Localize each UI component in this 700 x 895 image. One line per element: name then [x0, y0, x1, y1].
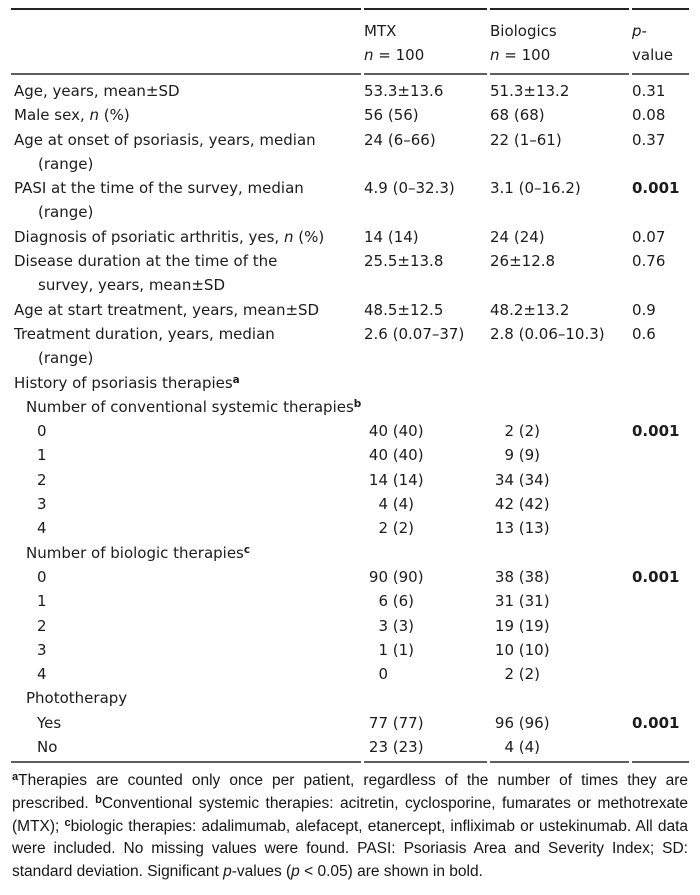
text-run: 1 — [37, 446, 47, 465]
row-label-line — [11, 711, 361, 735]
italic-text: p — [291, 862, 300, 880]
count-percentage: (6) — [388, 592, 415, 611]
biologics-value — [490, 516, 629, 540]
biologics-value: 2.8 (0.06–10.3) — [490, 324, 605, 343]
mtx-value — [364, 638, 487, 662]
text-run: PASI at the time of the survey, median — [14, 179, 304, 198]
text-run: Treatment duration, years, median — [14, 324, 275, 343]
count-number: 31 — [494, 592, 514, 611]
count-number: 40 — [368, 422, 388, 441]
p-value — [632, 492, 689, 516]
table-row — [11, 686, 689, 710]
mtx-value — [364, 565, 487, 589]
table-row — [11, 565, 689, 589]
row-label — [11, 735, 361, 763]
text-run: = 100 — [373, 46, 425, 64]
text-run: survey, years, mean±SD — [38, 276, 226, 295]
biologics-value: 3.1 (0–16.2) — [490, 179, 581, 198]
row-label — [11, 711, 361, 735]
biologics-value — [490, 492, 629, 516]
text-run: (%) — [99, 106, 130, 125]
count-number: 14 — [368, 470, 388, 489]
mtx-value — [364, 443, 487, 467]
table-row — [11, 443, 689, 467]
row-label — [11, 614, 361, 638]
table-row — [11, 614, 689, 638]
table-row — [11, 128, 689, 177]
mtx-value: 4.9 (0–32.3) — [364, 179, 455, 198]
table-row — [11, 662, 689, 686]
italic-text: n — [364, 46, 374, 64]
count-percentage: (40) — [388, 422, 424, 441]
count-number: 2 — [504, 422, 514, 441]
count-percentage: (3) — [388, 616, 415, 635]
table-row — [11, 541, 689, 565]
row-label — [11, 371, 361, 395]
row-label-line — [11, 225, 361, 249]
row-label-line — [11, 371, 361, 395]
row-label-line — [11, 322, 361, 346]
table-footnote-marker: c — [243, 543, 251, 556]
p-value: 0.001 — [632, 713, 680, 732]
header-empty-cell — [11, 8, 361, 75]
count-percentage: (2) — [514, 665, 541, 684]
biologics-value — [490, 711, 629, 735]
table-footnote — [12, 770, 688, 883]
mtx-value: 24 (6–66) — [364, 130, 436, 149]
row-label — [11, 249, 361, 298]
text-run: 2 — [37, 616, 47, 635]
biologics-value — [490, 468, 629, 492]
count-number: 40 — [368, 446, 388, 465]
count-percentage: (19) — [514, 616, 550, 635]
row-label-line — [11, 565, 361, 589]
mtx-value — [364, 541, 487, 565]
italic-text: p — [223, 862, 232, 880]
count-number: 3 — [378, 616, 388, 635]
count-number: 2 — [504, 665, 514, 684]
text-run: MTX — [364, 22, 397, 40]
row-label — [11, 176, 361, 225]
row-label-line — [11, 614, 361, 638]
count-percentage: (9) — [514, 446, 541, 465]
biologics-value — [490, 735, 629, 763]
text-run: Age at start treatment, years, mean±SD — [14, 300, 320, 319]
row-label-line — [11, 346, 361, 370]
row-label — [11, 662, 361, 686]
text-run: 3 — [37, 495, 47, 514]
header-line-1 — [490, 19, 629, 43]
row-label — [11, 541, 361, 565]
p-value — [632, 516, 689, 540]
count-number: 4 — [504, 738, 514, 757]
biologics-value — [490, 419, 629, 443]
mtx-value — [364, 395, 487, 419]
row-label — [11, 225, 361, 249]
row-label — [11, 298, 361, 322]
count-percentage: (1) — [388, 640, 415, 659]
row-label-line — [11, 443, 361, 467]
count-number: 0 — [378, 665, 388, 684]
row-label-line — [11, 249, 361, 273]
table-row — [11, 371, 689, 395]
count-number: 10 — [494, 640, 514, 659]
text-run: Biologics — [490, 22, 557, 40]
biologics-value — [490, 686, 629, 710]
italic-text: p — [632, 22, 642, 40]
footnote-marker: c — [64, 816, 71, 829]
count-percentage: (4) — [388, 495, 415, 514]
count-percentage: (40) — [388, 446, 424, 465]
row-label — [11, 516, 361, 540]
count-percentage: (14) — [388, 470, 424, 489]
header-row — [11, 8, 689, 75]
text-run: Age at onset of psoriasis, years, median — [14, 130, 316, 149]
table-row — [11, 225, 689, 249]
mtx-value — [364, 735, 487, 763]
table-footnote-marker: b — [353, 398, 362, 411]
count-percentage: (13) — [514, 519, 550, 538]
row-label-line — [11, 735, 361, 759]
text-run: No — [37, 738, 58, 757]
text-run: (range) — [38, 203, 94, 222]
row-label-line — [11, 395, 361, 419]
row-label-line — [11, 103, 361, 127]
p-value: 0.07 — [632, 227, 666, 246]
mtx-value: 56 (56) — [364, 106, 419, 125]
biologics-value — [490, 565, 629, 589]
row-label-line — [11, 686, 361, 710]
biologics-value — [490, 662, 629, 686]
mtx-value: 53.3±13.6 — [364, 82, 444, 100]
table-row — [11, 298, 689, 322]
mtx-value — [364, 492, 487, 516]
row-label-line — [11, 662, 361, 686]
count-number: 96 — [494, 713, 514, 732]
row-label — [11, 395, 361, 419]
text-run: 4 — [37, 665, 47, 684]
table-row — [11, 516, 689, 540]
count-percentage: (23) — [388, 738, 424, 757]
biologics-value — [490, 541, 629, 565]
header-biologics — [490, 8, 629, 75]
row-label-line — [11, 419, 361, 443]
p-value — [632, 468, 689, 492]
p-value — [632, 541, 689, 565]
italic-text: n — [283, 227, 294, 246]
table-row — [11, 176, 689, 225]
biologics-value — [490, 443, 629, 467]
biologics-value — [490, 614, 629, 638]
header-pvalue — [632, 8, 689, 75]
row-label-line — [11, 79, 361, 103]
p-value: 0.31 — [632, 82, 666, 100]
biologics-value: 22 (1–61) — [490, 130, 562, 149]
text-run: Number of conventional systemic therapies — [26, 397, 354, 416]
text-run: value — [632, 46, 673, 64]
count-number: 13 — [494, 519, 514, 538]
table-row — [11, 419, 689, 443]
row-label-line — [11, 200, 361, 224]
row-label — [11, 443, 361, 467]
text-run: Diagnosis of psoriatic arthritis, yes, — [14, 227, 284, 246]
count-percentage: (34) — [514, 470, 550, 489]
p-value — [632, 395, 689, 419]
p-value — [632, 443, 689, 467]
text-run: 2 — [37, 470, 47, 489]
row-label — [11, 128, 361, 177]
row-label — [11, 589, 361, 613]
text-run: 0 — [37, 422, 47, 441]
count-number: 77 — [368, 713, 388, 732]
p-value: 0.001 — [632, 422, 680, 441]
text-run: - — [641, 22, 647, 40]
mtx-value: 2.6 (0.07–37) — [364, 324, 465, 343]
text-run: -values ( — [231, 862, 292, 880]
count-percentage: (4) — [514, 738, 541, 757]
table-row — [11, 638, 689, 662]
row-label-line — [11, 273, 361, 297]
row-label — [11, 638, 361, 662]
biologics-value: 26±12.8 — [490, 252, 556, 271]
p-value: 0.76 — [632, 252, 666, 271]
mtx-value — [364, 516, 487, 540]
mtx-value — [364, 614, 487, 638]
row-label — [11, 468, 361, 492]
p-value — [632, 638, 689, 662]
text-run: Yes — [37, 713, 62, 732]
text-run: Disease duration at the time of the — [14, 252, 278, 271]
text-run: = 100 — [499, 46, 551, 64]
footnote-marker: b — [95, 793, 102, 806]
italic-text: n — [490, 46, 500, 64]
text-run: 3 — [37, 640, 47, 659]
text-run: Male sex, — [14, 106, 90, 125]
row-label — [11, 322, 361, 371]
text-run: < 0.05) are shown in bold. — [299, 862, 483, 880]
count-percentage: (90) — [388, 567, 424, 586]
table-row — [11, 75, 689, 103]
row-label-line — [11, 492, 361, 516]
p-value: 0.001 — [632, 179, 680, 198]
text-run: biologic therapies: adalimumab, alefacept, etanercept, infliximab or ustekinumab. All data were included. No missing values were found. PASI: Psoriasis Area and Severity Index; SD: standard deviation. Significant — [12, 817, 689, 880]
p-value: 0.9 — [632, 300, 656, 319]
row-label-line — [11, 541, 361, 565]
biologics-value — [490, 638, 629, 662]
p-value — [632, 589, 689, 613]
table-row — [11, 711, 689, 735]
biologics-value: 24 (24) — [490, 227, 545, 246]
table-row — [11, 735, 689, 763]
row-label-line — [11, 152, 361, 176]
count-number: 1 — [378, 640, 388, 659]
mtx-value — [364, 371, 487, 395]
row-label — [11, 565, 361, 589]
count-number: 38 — [494, 567, 514, 586]
table-row — [11, 589, 689, 613]
row-label-line — [11, 128, 361, 152]
count-number: 42 — [494, 495, 514, 514]
row-label — [11, 75, 361, 103]
row-label — [11, 103, 361, 127]
count-percentage: (77) — [388, 713, 424, 732]
mtx-value — [364, 662, 487, 686]
text-run: 1 — [37, 592, 47, 611]
biologics-value — [490, 371, 629, 395]
biologics-value: 68 (68) — [490, 106, 545, 125]
count-percentage: (31) — [514, 592, 550, 611]
text-run: 4 — [37, 519, 47, 538]
text-run: Number of biologic therapies — [26, 543, 244, 562]
header-line-2 — [364, 43, 487, 67]
text-run: 0 — [37, 567, 47, 586]
table-row — [11, 249, 689, 298]
count-percentage: (38) — [514, 567, 550, 586]
table-footnote-marker: a — [232, 373, 240, 386]
p-value — [632, 686, 689, 710]
biologics-value — [490, 589, 629, 613]
header-mtx — [364, 8, 487, 75]
italic-text: n — [89, 106, 100, 125]
p-value: 0.001 — [632, 567, 680, 586]
p-value — [632, 735, 689, 763]
table-header — [11, 8, 689, 75]
mtx-value: 25.5±13.8 — [364, 252, 444, 271]
mtx-value — [364, 589, 487, 613]
p-value: 0.37 — [632, 130, 666, 149]
mtx-value — [364, 468, 487, 492]
footnote-marker: a — [12, 771, 19, 784]
table-row — [11, 468, 689, 492]
count-number: 4 — [378, 495, 388, 514]
text-run: (%) — [293, 227, 325, 246]
mtx-value: 14 (14) — [364, 227, 419, 246]
row-label — [11, 686, 361, 710]
text-run: Age, years, mean±SD — [14, 82, 180, 100]
header-line-2 — [490, 43, 629, 67]
text-run: Conventional systemic therapies: acitretin, cyclosporine, fumarates or methotrexate (MTX); — [12, 794, 688, 835]
count-number: 34 — [494, 470, 514, 489]
biologics-value — [490, 395, 629, 419]
mtx-value — [364, 419, 487, 443]
text-run: (range) — [38, 349, 94, 368]
text-run: (range) — [38, 154, 94, 173]
row-label-line — [11, 589, 361, 613]
row-label — [11, 492, 361, 516]
header-line-1 — [632, 19, 689, 43]
p-value — [632, 662, 689, 686]
row-label-line — [11, 176, 361, 200]
p-value — [632, 371, 689, 395]
mtx-value: 48.5±12.5 — [364, 300, 444, 319]
table-row — [11, 322, 689, 371]
text-run: Phototherapy — [26, 689, 128, 708]
p-value — [632, 614, 689, 638]
text-run: Therapies are counted only once per patient, regardless of the number of times they are prescribed. — [12, 772, 688, 812]
row-label-line — [11, 298, 361, 322]
row-label-line — [11, 516, 361, 540]
text-run: History of psoriasis therapies — [14, 373, 233, 392]
table-row — [11, 492, 689, 516]
table-body — [11, 75, 689, 763]
count-number: 2 — [378, 519, 388, 538]
count-number: 23 — [368, 738, 388, 757]
patient-characteristics-table — [8, 8, 692, 763]
p-value: 0.6 — [632, 324, 656, 343]
mtx-value — [364, 711, 487, 735]
table-row — [11, 395, 689, 419]
count-percentage: (2) — [514, 422, 541, 441]
header-line-1 — [364, 19, 487, 43]
count-percentage: (10) — [514, 640, 550, 659]
count-percentage: (2) — [388, 519, 415, 538]
table-row — [11, 103, 689, 127]
header-line-2 — [632, 43, 689, 67]
count-number: 90 — [368, 567, 388, 586]
count-percentage: (96) — [514, 713, 550, 732]
biologics-value: 48.2±13.2 — [490, 300, 570, 319]
count-percentage: (42) — [514, 495, 550, 514]
row-label — [11, 419, 361, 443]
count-number: 19 — [494, 616, 514, 635]
row-label-line — [11, 468, 361, 492]
p-value: 0.08 — [632, 106, 666, 125]
row-label-line — [11, 638, 361, 662]
biologics-value: 51.3±13.2 — [490, 82, 570, 100]
count-number: 9 — [504, 446, 514, 465]
count-number: 6 — [378, 592, 388, 611]
mtx-value — [364, 686, 487, 710]
